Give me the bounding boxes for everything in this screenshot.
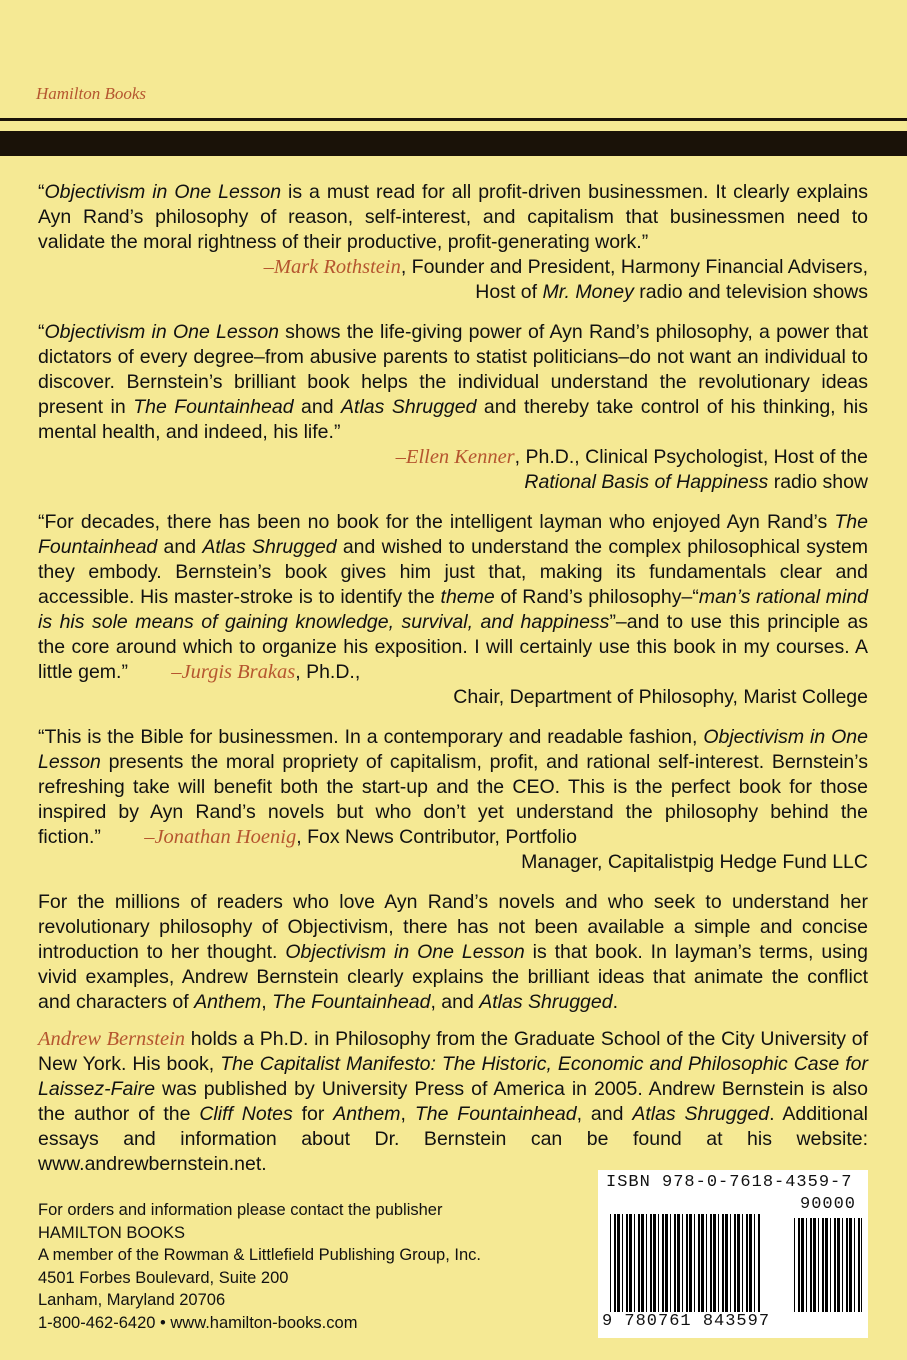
blurb-brakas (38, 510, 868, 710)
barcode-bar (689, 1214, 692, 1312)
barcode-bar (670, 1214, 671, 1312)
publisher-title: HAMILTON BOOKS (38, 1223, 186, 1242)
contact-line: A member of the Rowman & Littlefield Publishing Group, Inc. (38, 1246, 481, 1264)
barcode-bar (614, 1214, 616, 1312)
blurb-text: “Objectivism in One Lesson is a must read for all profit-driven businessmen. It clearly explains Ayn Rand’s philosophy of reason, self-interest, and capitalism that businessmen need to validate the moral rightness of their productive, profit-generating work.” (38, 181, 868, 253)
barcode-bar (713, 1214, 716, 1312)
barcode-digits: 9 780761 843597 (602, 1312, 771, 1331)
barcode-bar (622, 1214, 623, 1312)
attribution-name: –Jonathan Hoenig (144, 826, 297, 848)
barcode-bar (710, 1214, 712, 1312)
blurb-attribution: –Mark Rothstein, Founder and President, Harmony Financial Advisers, Host of Mr. Money radio and television shows (263, 256, 868, 303)
barcode-bar (646, 1214, 647, 1312)
author-bio: Andrew Bernstein holds a Ph.D. in Philosophy from the Graduate School of the City University of New York. His book, The Capitalist Manifesto: The Historic, Economic and Philosophic Case for Laissez-Faire was published by University Press of America in 2005. Andrew Bernstein is also the author of the Cliff Notes for Anthem, The Fountainhead, and Atlas Shrugged. Additional essays and information about Dr. Bernstein can be found at his website: www.andrewbernstein.net. (38, 1028, 869, 1175)
isbn-label: ISBN 978-0-7618-4359-7 (606, 1173, 853, 1192)
barcode-bar (658, 1214, 659, 1312)
barcode-bar (749, 1214, 752, 1312)
author-name: Andrew Bernstein (38, 1028, 186, 1050)
barcode-bar (758, 1214, 760, 1312)
blurb-attribution: Manager, Capitalistpig Hedge Fund LLC (521, 851, 868, 873)
barcode-bar (617, 1214, 620, 1312)
barcode-bar (834, 1218, 836, 1312)
barcode-bar (806, 1218, 807, 1312)
barcode-bar (662, 1214, 664, 1312)
barcode-bar (626, 1214, 628, 1312)
barcode-bar (677, 1214, 680, 1312)
barcode-bar (754, 1214, 755, 1312)
book-description: For the millions of readers who love Ayn Rand’s novels and who seek to understand her revolutionary philosophy of Objectivism, there has not been available a simple and concise introduction to her thought. Objectivism in One Lesson is that book. In layman’s terms, using vivid examples, Andrew Bernstein clearly explains the brilliant ideas that animate the conflict and characters of Anthem, The Fountainhead, and Atlas Shrugged. (38, 891, 868, 1013)
barcode-bar (854, 1218, 855, 1312)
blurb-attribution: –Ellen Kenner, Ph.D., Clinical Psychologist, Host of the Rational Basis of Happiness radio show (395, 446, 868, 493)
barcode-bar (846, 1218, 848, 1312)
barcode-bar (837, 1218, 840, 1312)
attribution-name: –Mark Rothstein (263, 256, 401, 278)
barcode-bar (746, 1214, 748, 1312)
barcode-bar (698, 1214, 700, 1312)
barcode-bar (742, 1214, 743, 1312)
blurb-hoenig (38, 725, 868, 875)
barcode-bar (686, 1214, 688, 1312)
price-code: 90000 (800, 1195, 857, 1214)
header-thin-rule (0, 118, 907, 121)
barcode-bar (813, 1218, 816, 1312)
header-thick-rule (0, 131, 907, 156)
barcode-bar (810, 1218, 812, 1312)
barcode-bar (725, 1214, 728, 1312)
attribution-name: –Ellen Kenner (395, 446, 515, 468)
barcode-bar (858, 1218, 860, 1312)
address-line: 4501 Forbes Boulevard, Suite 200 (38, 1268, 289, 1287)
barcode-bar (694, 1214, 695, 1312)
barcode-bar (701, 1214, 704, 1312)
blurb-rothstein (38, 180, 868, 305)
barcode-bar (794, 1218, 795, 1312)
barcode-bar (629, 1214, 632, 1312)
address-line: Lanham, Maryland 20706 (38, 1291, 226, 1309)
isbn-barcode (598, 1170, 868, 1338)
barcode-bar (730, 1214, 731, 1312)
barcode-bar (849, 1218, 852, 1312)
barcode-bar (798, 1218, 800, 1312)
barcode-bar (706, 1214, 707, 1312)
price-barcode-bars (794, 1218, 862, 1312)
attribution-name: –Jurgis Brakas (171, 661, 296, 683)
barcode-bar (842, 1218, 843, 1312)
blurb-text: “For decades, there has been no book for the intelligent layman who enjoyed Ayn Rand’s The Fountainhead and Atlas Shrugged and wished to understand the complex philosophical system they embody. Bernstein’s book gives him just that, making its fundamentals clear and accessible. His master-stroke is to identify the theme of Rand’s philosophy–“man’s rational mind is his sole means of gaining knowledge, survival, and happiness”–and to use this principle as the core around which to organize his exposition. I will certainly use this book in my courses. A little gem.” –Jurgis Brakas, Ph.D., (38, 511, 869, 683)
barcode-bar (825, 1218, 828, 1312)
blurb-text: “This is the Bible for businessmen. In a contemporary and readable fashion, Objectivism in One Lesson presents the moral propriety of capitalism, profit, and rational self-interest. Bernstein’s refreshing take will benefit both the start-up and the CEO. This is the perfect book for those inspired by Ayn Rand’s novels but who don’t yet understand the philosophy behind the fiction.” –Jonathan Hoenig, Fox News Contributor, Portfolio (38, 726, 868, 848)
blurb-attribution: Chair, Department of Philosophy, Marist College (453, 686, 868, 708)
barcode-bar (722, 1214, 724, 1312)
barcode-bar (822, 1218, 824, 1312)
barcode-bar (801, 1218, 804, 1312)
barcode-bar (830, 1218, 831, 1312)
contact-line: For orders and information please contact the publisher (38, 1201, 443, 1219)
phone-website: 1-800-462-6420 • www.hamilton-books.com (38, 1313, 358, 1332)
barcode-bar (674, 1214, 676, 1312)
barcode-bar (818, 1218, 819, 1312)
barcode-bar (641, 1214, 644, 1312)
barcode-bar (653, 1214, 656, 1312)
barcode-bar (734, 1214, 736, 1312)
barcode-bar (650, 1214, 652, 1312)
back-cover-text (38, 180, 868, 1177)
barcode-bar (737, 1214, 740, 1312)
barcode-bar (665, 1214, 668, 1312)
barcode-bar (682, 1214, 683, 1312)
publisher-contact (38, 1199, 481, 1334)
blurb-text: “Objectivism in One Lesson shows the life-giving power of Ayn Rand’s philosophy, a power that dictators of every degree–from abusive parents to statist politicians–do not want an individual to discover. Bernstein’s brilliant book helps the individual understand the revolutionary ideas present in The Fountainhead and Atlas Shrugged and thereby take control of his thinking, his mental health, and indeed, his life.” (38, 321, 868, 443)
barcode-bar (638, 1214, 640, 1312)
barcode-bar (718, 1214, 719, 1312)
barcode-bar (634, 1214, 635, 1312)
barcode-bars (610, 1214, 760, 1312)
blurb-kenner (38, 320, 868, 495)
barcode-bar (861, 1218, 862, 1312)
publisher-name: Hamilton Books (36, 84, 147, 103)
barcode-bar (610, 1214, 611, 1312)
